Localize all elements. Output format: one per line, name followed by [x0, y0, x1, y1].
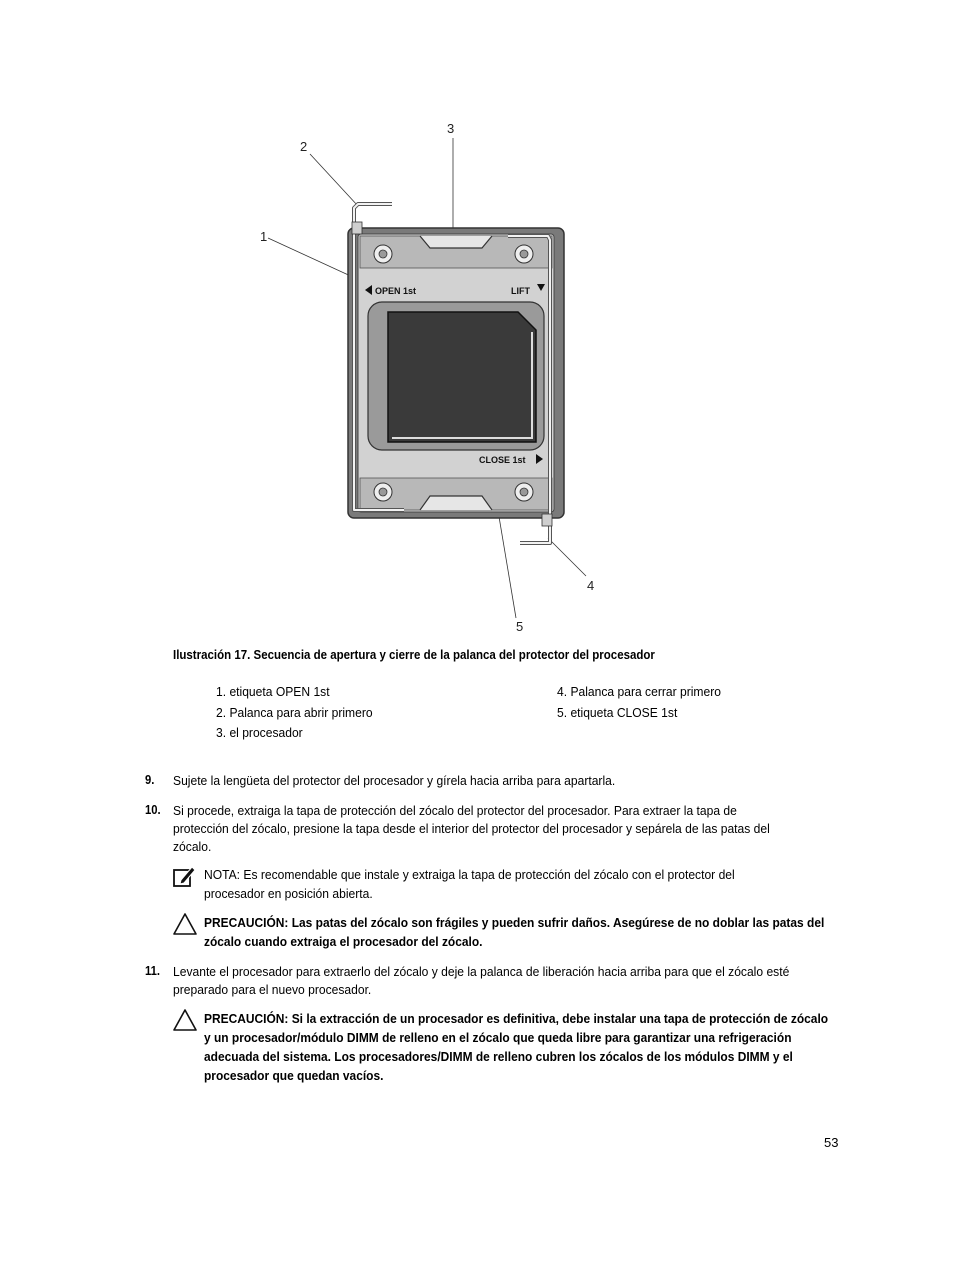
screw-icon [374, 483, 392, 501]
step-text: Levante el procesador para extraerlo del zócalo y deje la palanca de liberación hacia arriba para que el zócalo esté [173, 964, 790, 979]
legend-item: 5. etiqueta CLOSE 1st [557, 705, 678, 720]
screw-icon [515, 245, 533, 263]
note-body: Es recomendable que instale y extraiga la tapa de protección del zócalo con el protector del [240, 867, 735, 882]
step-number: 10. [145, 803, 161, 817]
note-text [204, 865, 836, 884]
step-text: Si procede, extraiga la tapa de protección del zócalo del protector del procesador. Para extraer la tapa de [173, 803, 737, 818]
screw-icon [374, 245, 392, 263]
callout-number-5: 5 [516, 619, 524, 634]
caution-text: PRECAUCIÓN: Si la extracción de un procesador es definitiva, debe instalar una tapa de protección de zócalo [204, 1011, 829, 1026]
legend-item: 3. el procesador [216, 725, 303, 740]
warning-triangle-icon [172, 912, 198, 936]
callout-number-2: 2 [300, 139, 308, 154]
caution-text: y un procesador/módulo DIMM de relleno en el zócalo que queda libre para garantizar una refrigeración [204, 1030, 792, 1045]
caution-text: adecuada del sistema. Los procesadores/DIMM de relleno cubren los zócalos de los módulos DIMM y el [204, 1049, 793, 1064]
close-first-label: CLOSE 1st [479, 455, 526, 465]
step-text: protección del zócalo, presione la tapa desde el interior del protector del procesador y sepárela de las patas del [173, 821, 770, 836]
page-number: 53 [824, 1135, 839, 1150]
step-number: 9. [145, 773, 155, 787]
callout-number-3: 3 [447, 121, 455, 136]
caution-text: procesador que quedan vacíos. [204, 1068, 384, 1083]
processor-shield-illustration [250, 118, 610, 638]
legend-item: 4. Palanca para cerrar primero [557, 684, 721, 699]
step-text: preparado para el nuevo procesador. [173, 982, 372, 997]
note-text: procesador en posición abierta. [204, 886, 373, 901]
step-text: Sujete la lengüeta del protector del procesador y gírela hacia arriba para apartarla. [173, 773, 616, 788]
screw-icon [515, 483, 533, 501]
processor [388, 312, 536, 442]
callout-line-2 [310, 154, 358, 206]
note-label: NOTA: [204, 867, 241, 882]
callout-number-4: 4 [587, 578, 595, 593]
step-text: zócalo. [173, 839, 212, 854]
lift-label: LIFT [511, 286, 530, 296]
pencil-note-icon [172, 864, 196, 888]
open-first-label: OPEN 1st [375, 286, 417, 296]
warning-triangle-icon [172, 1008, 198, 1032]
legend-item: 2. Palanca para abrir primero [216, 705, 373, 720]
callout-line-4 [548, 538, 586, 576]
caution-text: PRECAUCIÓN: Las patas del zócalo son frágiles y pueden sufrir daños. Asegúrese de no doblar las patas del [204, 915, 825, 930]
figure-caption: Ilustración 17. Secuencia de apertura y cierre de la palanca del protector del procesador [173, 648, 655, 662]
legend-item: 1. etiqueta OPEN 1st [216, 684, 330, 699]
callout-number-1: 1 [260, 229, 268, 244]
caution-text: zócalo cuando extraiga el procesador del zócalo. [204, 934, 483, 949]
step-number: 11. [145, 964, 161, 978]
